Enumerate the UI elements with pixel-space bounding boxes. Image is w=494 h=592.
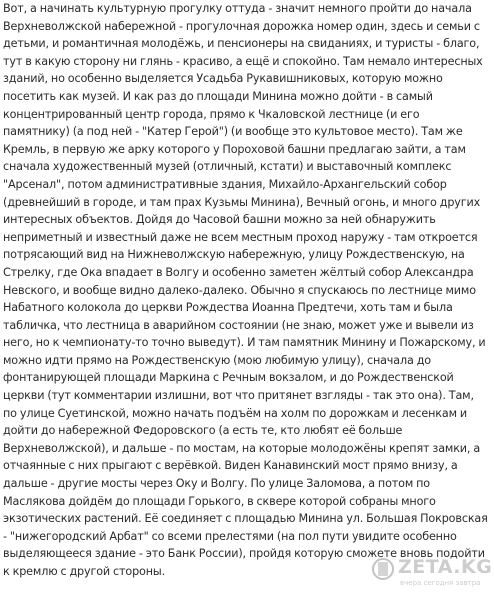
watermark-tagline: вчера сегодня завтра <box>400 579 481 587</box>
watermark-logo-text: ZETA.KG <box>398 556 493 578</box>
article-body <box>3 0 489 581</box>
article-paragraph: Вот, а начинать культурную прогулку оттуда - значит немного пройти до начала Верхневолжской набережной - прогулочная дорожка номер один, здесь и семьи с детьми, и романтичная молодёжь, и пенсионеры на свиданиях, и туристы - благо, тут в какую сторону ни глянь - красиво, а ещё и спокойно. Там немало интересных зданий, но особенно выделяется Усадьба Рукавишниковых, которую можно посетить как музей. И как раз до площади Минина можно дойти - в самый концентрированный центр города, прямо к Чкаловской лестнице (и его памятнику) (а под ней - "Катер Герой") (и вообще это культовое место). Там же Кремль, в первую же арку которого у Пороховой башни предлагаю зайти, а там сначала художественный музей (отличный, кстати) и выставочный комплекс "Арсенал", потом административные здания, Михайло-Архангельский собор (древнейший в городе, и там прах Кузьмы Минина), Вечный огонь, и много других интересных объектов. Дойдя до Часовой башни можно за ней обнаружить неприметный и известный даже не всем местным проход наружу - там откроется потрясающий вид на Нижневолжскую набережную, улицу Рождественскую, на Стрелку, где Ока впадает в Волгу и особенно заметен жёлтый собор Александра Невского, и вообще видно далеко-далеко. Обычно я спускаюсь по лестнице мимо Набатного колокола до церкви Рождества Иоанна Предтечи, хоть там и была табличка, что лестница в аварийном состоянии (не знаю, может уже и вывели из него, но к чемпионату-то точно выведут). И там памятник Минину и Пожарскому, и можно идти прямо на Рождественскую (мою любимую улицу), сначала до фонтанирующей площади Маркина с Речным вокзалом, и до Рождественской церкви (тут комментарии излишни, вот что притянет взгляды - так это она). Там, по улице Суетинской, можно начать подъём на холм по дорожкам и лесенкам и дойти до набережной Федоровского (а есть те, кто любят её больше Верхневолжской), и дальше - по мостам, на которые молодожёны крепят замки, а отчаянные с них прыгают с верёвкой. Виден Канавинский мост прямо внизу, а дальше - другие мосты через Оку и Волгу. По улице Заломова, а потом по Маслякова дойдём до площади Горького, в сквере которой собраны много экзотических растений. Её соединяет с площадью Минина ул. Большая Покровская - "нижегородский Арбат" со всеми прелестями (на пол пути увидите особенно выделяющееся здание - это Банк России), пройдя которую сможете вновь подойти к кремлю с другой стороны. <box>3 2 488 578</box>
